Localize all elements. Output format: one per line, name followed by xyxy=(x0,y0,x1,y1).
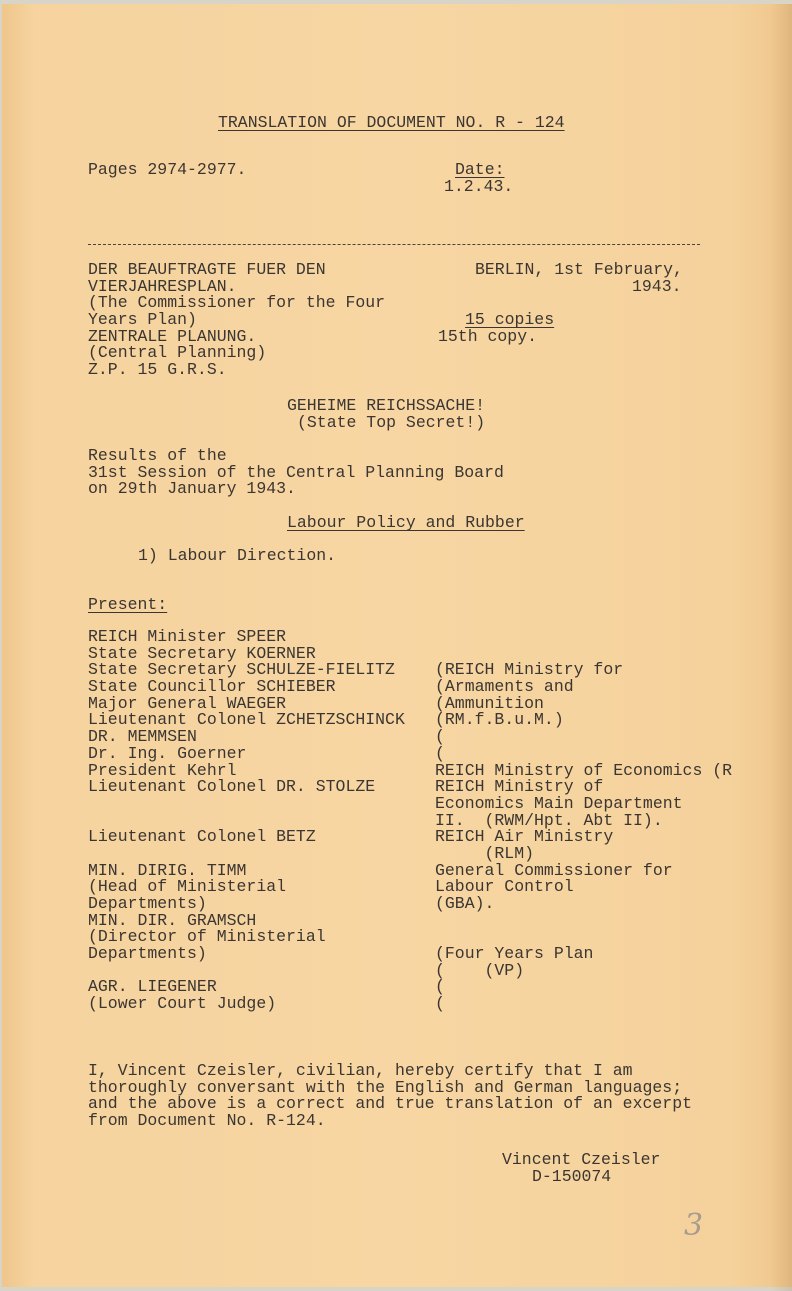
attendee-line: Lieutenant Colonel ZCHETZSCHINCK xyxy=(88,710,405,730)
affiliation-line xyxy=(435,913,732,930)
affiliation-line: Economics Main Department xyxy=(435,793,683,813)
attendee-line: State Secretary KOERNER xyxy=(88,643,316,663)
affiliation-line: ( (VP) xyxy=(435,960,525,980)
handwritten-page-number: 3 xyxy=(684,1208,704,1243)
copy-number: 15th copy. xyxy=(438,327,538,346)
classification-translation: (State Top Secret!) xyxy=(297,413,486,432)
affiliation-line: (REICH Ministry for xyxy=(435,660,624,680)
results-line: on 29th January 1943. xyxy=(88,479,296,499)
sender-block xyxy=(88,262,385,379)
sender-line: Z.P. 15 G.R.S. xyxy=(88,360,227,380)
results-line: Results of the xyxy=(88,446,227,465)
sender-line: (The Commissioner for the Four xyxy=(88,293,386,313)
attendee-line: MIN. DIRIG. TIMM xyxy=(88,860,247,880)
affiliation-line: REICH Ministry of Economics (R xyxy=(435,760,733,780)
affiliation-line: REICH Ministry of xyxy=(435,777,604,797)
affiliation-line: ( xyxy=(435,727,445,747)
agenda-item: 1) Labour Direction. xyxy=(138,546,337,565)
certification-line: from Document No. R-124. xyxy=(88,1111,326,1131)
affiliation-line: ( xyxy=(435,977,445,997)
certification-line: and the above is a correct and true translation of an excerpt xyxy=(88,1094,692,1114)
sender-line: DER BEAUFTRAGTE FUER DEN xyxy=(88,260,326,279)
present-label: Present: xyxy=(88,595,168,614)
attendee-line: Departments) xyxy=(88,894,207,913)
affiliation-line: II. (RWM/Hpt. Abt II). xyxy=(435,810,663,830)
affiliation-line: (RM.f.B.u.M.) xyxy=(435,710,564,730)
classification: GEHEIME REICHSSACHE! xyxy=(287,396,486,415)
copies-count: 15 copies xyxy=(465,310,555,329)
affiliation-line: (Armaments and xyxy=(435,677,574,697)
attendee-line: President Kehrl xyxy=(88,760,237,780)
place-date: BERLIN, 1st February, xyxy=(475,260,683,279)
document-title: TRANSLATION OF DOCUMENT NO. R - 124 xyxy=(218,113,565,132)
certification xyxy=(88,1063,692,1130)
attendee-line: (Head of Ministerial xyxy=(88,877,287,897)
affiliation-line: ( xyxy=(435,994,445,1014)
page-edge-shadow xyxy=(770,4,792,1291)
attendee-line: (Lower Court Judge) xyxy=(88,994,277,1014)
attendee-line: MIN. DIR. GRAMSCH xyxy=(88,910,257,930)
sender-line: (Central Planning) xyxy=(88,343,267,363)
affiliation-line: ( xyxy=(435,743,445,763)
signature-name: Vincent Czeisler xyxy=(502,1150,661,1169)
attendee-line: State Secretary SCHULZE-FIELITZ xyxy=(88,660,395,680)
affiliation-line: (Ammunition xyxy=(435,693,544,713)
affiliation-line: (RLM) xyxy=(435,843,535,863)
affiliation-line: REICH Air Ministry xyxy=(435,827,614,847)
attendee-line: Lieutenant Colonel BETZ xyxy=(88,827,316,847)
results-line: 31st Session of the Central Planning Board xyxy=(88,462,504,482)
attendee-line: Departments) xyxy=(88,944,207,964)
attendees-list xyxy=(88,629,405,1013)
attendee-line: State Councillor SCHIEBER xyxy=(88,677,336,697)
attendee-line: Major General WAEGER xyxy=(88,693,287,713)
affiliation-line: (Four Years Plan xyxy=(435,944,594,964)
sender-line: Years Plan) xyxy=(88,310,197,330)
attendee-line xyxy=(88,796,405,813)
attendee-line: REICH Minister SPEER xyxy=(88,627,287,646)
affiliation-line: (GBA). xyxy=(435,894,495,913)
attendees-affiliations xyxy=(435,629,732,1013)
divider xyxy=(88,244,700,245)
attendee-line: AGR. LIEGENER xyxy=(88,977,217,997)
sender-line: VIERJAHRESPLAN. xyxy=(88,276,237,296)
attendee-line: DR. MEMMSEN xyxy=(88,727,197,747)
signature-id: D-150074 xyxy=(532,1167,612,1186)
results-block xyxy=(88,448,504,498)
sender-line: ZENTRALE PLANUNG. xyxy=(88,326,257,346)
attendee-line: (Director of Ministerial xyxy=(88,927,326,947)
date-value: 1.2.43. xyxy=(444,177,514,196)
attendee-line: Dr. Ing. Goerner xyxy=(88,743,247,763)
date-label: Date: xyxy=(455,160,505,179)
affiliation-line xyxy=(435,629,732,646)
affiliation-line: Labour Control xyxy=(435,877,574,897)
year: 1943. xyxy=(632,277,682,296)
pages-reference: Pages 2974-2977. xyxy=(88,160,247,179)
certification-line: thoroughly conversant with the English and German languages; xyxy=(88,1077,683,1097)
affiliation-line: General Commissioner for xyxy=(435,860,673,880)
subject-heading: Labour Policy and Rubber xyxy=(287,513,525,532)
attendee-line: Lieutenant Colonel DR. STOLZE xyxy=(88,777,376,797)
certification-line: I, Vincent Czeisler, civilian, hereby certify that I am xyxy=(88,1061,633,1080)
